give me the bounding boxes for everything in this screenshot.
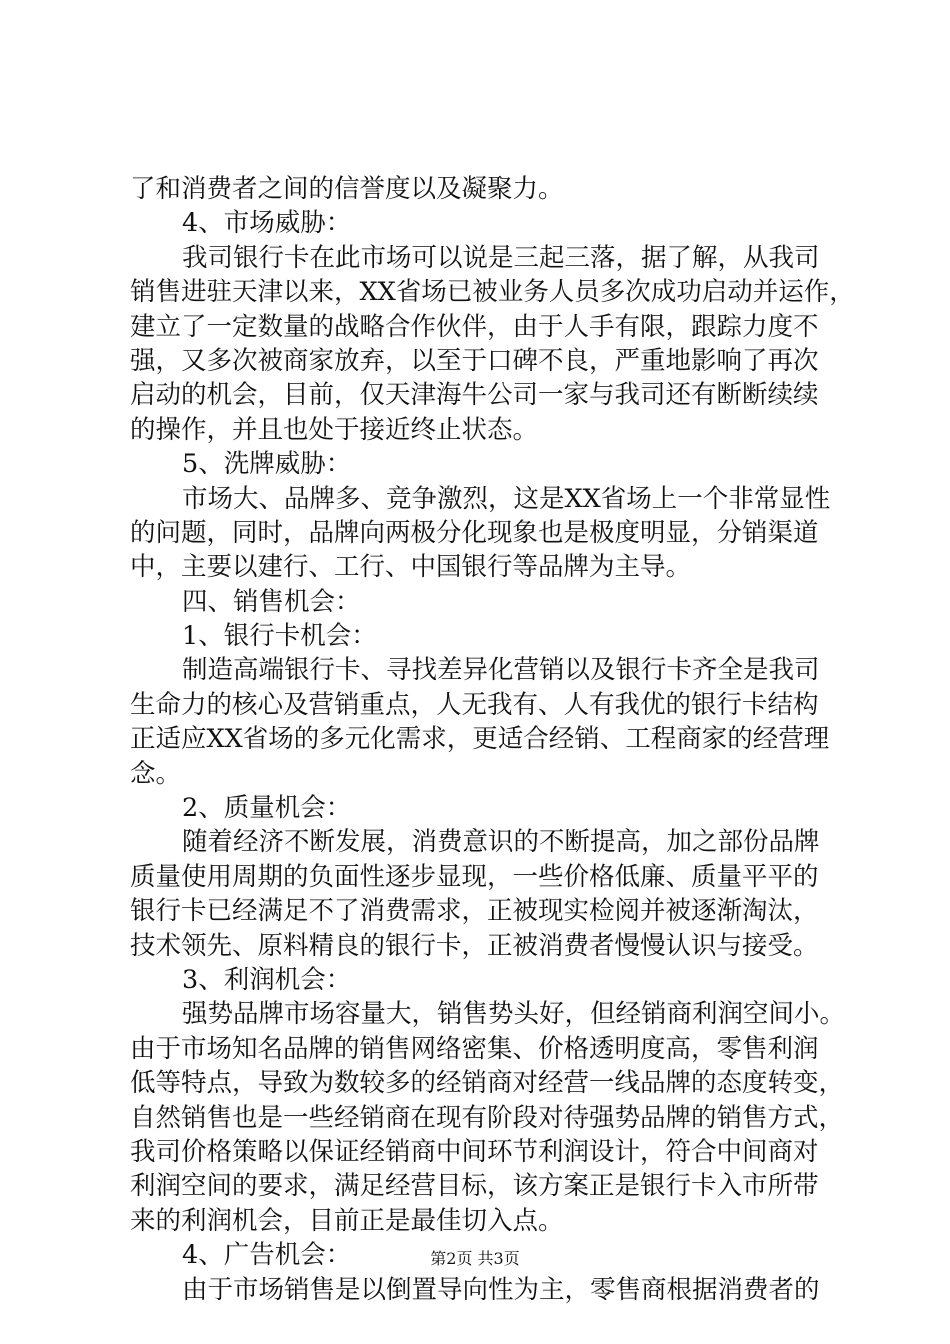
text-line: 低等特点，导致为数较多的经销商对经营一线品牌的态度转变， xyxy=(130,1068,845,1099)
text-line: 随着经济不断发展，消费意识的不断提高，加之部份品牌 xyxy=(182,827,820,858)
text-line: 市场大、品牌多、竞争激烈，这是XX省场上一个非常显性 xyxy=(182,483,831,514)
text-line: 3、利润机会： xyxy=(182,964,352,995)
text-line: 念。 xyxy=(130,758,182,789)
text-line: 生命力的核心及营销重点，人无我有、人有我优的银行卡结构 xyxy=(130,689,819,720)
text-line: 1、银行卡机会： xyxy=(182,621,377,652)
document-body xyxy=(130,172,855,1307)
text-line: 的问题，同时，品牌向两极分化现象也是极度明显，分销渠道 xyxy=(130,517,819,548)
text-line: 技术领先、原料精良的银行卡，正被消费者慢慢认识与接受。 xyxy=(130,930,819,961)
text-line: 由于市场销售是以倒置导向性为主，零售商根据消费者的 xyxy=(182,1274,820,1305)
text-line: 强，又多次被商家放弃，以至于口碑不良，严重地影响了再次 xyxy=(130,345,819,376)
text-line: 强势品牌市场容量大，销售势头好，但经销商利润空间小。 xyxy=(182,999,846,1030)
text-line: 中，主要以建行、工行、中国银行等品牌为主导。 xyxy=(130,552,692,583)
text-line: 销售进驻天津以来，XX省场已被业务人员多次成功启动并运作， xyxy=(130,277,855,308)
text-line: 我司价格策略以保证经销商中间环节利润设计，符合中间商对 xyxy=(130,1136,819,1167)
page-footer: 第2页 共3页 xyxy=(430,1249,520,1268)
text-line: 4、市场威胁： xyxy=(182,208,352,239)
text-line: 银行卡已经满足不了消费需求，正被现实检阅并被逐渐淘汰， xyxy=(130,896,819,927)
text-line: 启动的机会，目前，仅天津海牛公司一家与我司还有断断续续 xyxy=(130,380,819,411)
text-line: 了和消费者之间的信誉度以及凝聚力。 xyxy=(130,174,564,204)
text-line: 自然销售也是一些经销商在现有阶段对待强势品牌的销售方式， xyxy=(130,1102,845,1133)
text-line: 来的利润机会，目前正是最佳切入点。 xyxy=(130,1205,564,1236)
text-line: 制造高端银行卡、寻找差异化营销以及银行卡齐全是我司 xyxy=(182,655,820,686)
text-line: 质量使用周期的负面性逐步显现，一些价格低廉、质量平平的 xyxy=(130,861,819,892)
text-line: 4、广告机会： xyxy=(182,1240,352,1271)
text-line: 我司银行卡在此市场可以说是三起三落，据了解，从我司 xyxy=(182,242,820,273)
text-line: 2、质量机会： xyxy=(182,793,352,824)
text-line: 建立了一定数量的战略合作伙伴，由于人手有限，跟踪力度不 xyxy=(130,311,819,342)
text-line: 正适应XX省场的多元化需求，更适合经销、工程商家的经营理 xyxy=(130,724,830,755)
text-line: 的操作，并且也处于接近终止状态。 xyxy=(130,414,539,445)
text-line: 由于市场知名品牌的销售网络密集、价格透明度高，零售利润 xyxy=(130,1033,819,1064)
text-line: 四、销售机会： xyxy=(182,586,361,617)
text-line: 5、洗牌威胁： xyxy=(182,449,352,480)
text-line: 利润空间的要求，满足经营目标，该方案正是银行卡入市所带 xyxy=(130,1171,819,1202)
